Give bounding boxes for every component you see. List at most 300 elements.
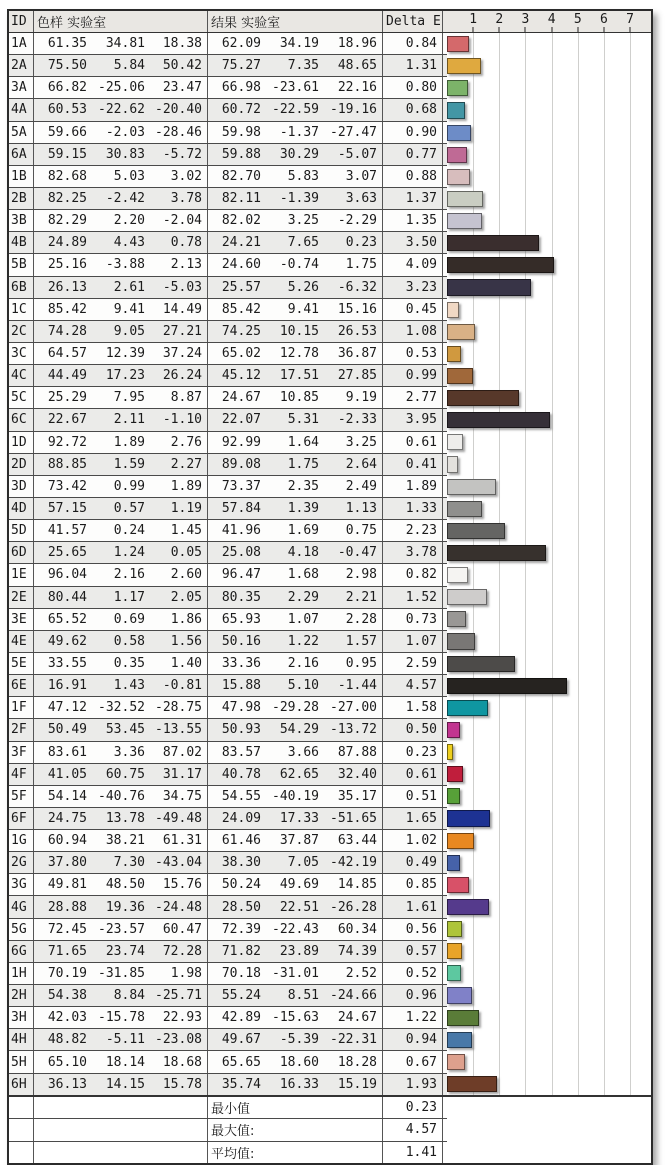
patch-id-cell: 4F (9, 764, 34, 785)
sample-l-cell: 65.10 (47, 1054, 87, 1070)
result-l-cell: 54.55 (221, 788, 261, 804)
delta-e-cell: 1.93 (383, 1074, 443, 1095)
result-l-cell: 22.07 (221, 412, 261, 428)
result-b-cell: 2.49 (324, 476, 383, 497)
bar-slot (447, 807, 651, 829)
axis-tick-mark (525, 27, 526, 32)
sample-l-cell: 61.35 (47, 36, 87, 52)
delta-e-bar (447, 456, 458, 472)
sample-b-cell: -0.81 (150, 675, 208, 696)
result-b-cell: -6.32 (324, 277, 383, 298)
patch-id-cell: 1H (9, 963, 34, 984)
sample-l-cell: 60.53 (47, 102, 87, 118)
chart-empty-footer (447, 1097, 651, 1163)
sample-l-cell: 82.29 (47, 213, 87, 229)
delta-e-cell: 0.45 (383, 299, 443, 320)
result-l-cell: 75.27 (221, 58, 261, 74)
delta-e-cell: 0.57 (383, 941, 443, 962)
result-l-cell: 72.39 (221, 921, 261, 937)
sample-a-cell: -3.88 (105, 257, 145, 273)
delta-e-cell: 4.57 (383, 675, 443, 696)
result-b-cell: 35.17 (324, 786, 383, 807)
result-l-cell: 24.67 (221, 390, 261, 406)
axis-tick-mark (499, 27, 500, 32)
table-row (9, 476, 447, 498)
delta-e-bar (447, 788, 460, 804)
sample-l-cell: 73.42 (47, 478, 87, 494)
sample-b-cell: -43.04 (150, 852, 208, 873)
result-a-cell: 2.29 (287, 589, 319, 605)
result-l-cell: 96.47 (221, 567, 261, 583)
bar-slot (447, 763, 651, 785)
bar-slot (447, 874, 651, 896)
table-row (9, 188, 447, 210)
delta-e-bar (447, 235, 539, 251)
delta-e-cell: 0.99 (383, 365, 443, 386)
delta-e-cell: 0.61 (383, 764, 443, 785)
sample-a-cell: 14.15 (105, 1076, 145, 1092)
sample-a-cell: 19.36 (105, 899, 145, 915)
sample-a-cell: 1.43 (113, 678, 145, 694)
bar-slot (447, 896, 651, 918)
bar-slot (447, 984, 651, 1006)
sample-l-cell: 66.82 (47, 80, 87, 96)
result-b-cell: 18.96 (324, 33, 383, 54)
delta-e-cell: 0.41 (383, 454, 443, 475)
delta-e-bar (447, 678, 567, 694)
result-l-cell: 61.46 (221, 833, 261, 849)
result-l-cell: 24.60 (221, 257, 261, 273)
sample-a-cell: 7.30 (113, 855, 145, 871)
delta-e-bar (447, 833, 474, 849)
result-a-cell: -23.61 (272, 80, 319, 96)
result-a-cell: 3.66 (287, 744, 319, 760)
result-l-cell: 62.09 (221, 36, 261, 52)
delta-e-bar (447, 1032, 472, 1048)
delta-e-bar (447, 390, 519, 406)
table-row (9, 387, 447, 409)
table-row (9, 1029, 447, 1051)
result-l-cell: 40.78 (221, 766, 261, 782)
result-b-cell: -5.07 (324, 144, 383, 165)
table-row (9, 896, 447, 918)
result-b-cell: -51.65 (324, 808, 383, 829)
result-b-cell: 0.23 (324, 232, 383, 253)
sample-l-cell: 72.45 (47, 921, 87, 937)
result-l-cell: 89.08 (221, 456, 261, 472)
result-b-cell: 74.39 (324, 941, 383, 962)
sample-b-cell: 3.78 (150, 188, 208, 209)
delta-e-bar (447, 545, 546, 561)
result-b-cell: 32.40 (324, 764, 383, 785)
sample-b-cell: 87.02 (150, 742, 208, 763)
sample-l-cell: 71.65 (47, 943, 87, 959)
bar-slot (447, 675, 651, 697)
sample-a-cell: -31.85 (98, 965, 145, 981)
bar-slot (447, 276, 651, 298)
delta-e-cell: 1.31 (383, 55, 443, 76)
result-l-cell: 35.74 (221, 1076, 261, 1092)
result-b-cell: 36.87 (324, 343, 383, 364)
patch-id-cell: 5E (9, 653, 34, 674)
bar-slot (447, 564, 651, 586)
result-a-cell: -22.59 (272, 102, 319, 118)
result-b-cell: -27.47 (324, 122, 383, 143)
bar-slot (447, 962, 651, 984)
result-a-cell: 2.35 (287, 478, 319, 494)
table-row (9, 277, 447, 299)
result-b-cell: 24.67 (324, 1007, 383, 1028)
sample-b-cell: 2.27 (150, 454, 208, 475)
result-a-cell: 8.51 (287, 988, 319, 1004)
sample-b-cell: 27.21 (150, 321, 208, 342)
sample-b-cell: 1.19 (150, 498, 208, 519)
sample-l-cell: 85.42 (47, 301, 87, 317)
result-l-cell: 80.35 (221, 589, 261, 605)
sample-l-cell: 44.49 (47, 368, 87, 384)
measurement-table (9, 11, 447, 1163)
summary-min-label: 最小值 (208, 1097, 383, 1118)
summary-max-value: 4.57 (383, 1119, 443, 1140)
sample-b-cell: 61.31 (150, 830, 208, 851)
bar-slot (447, 343, 651, 365)
result-b-cell: 2.28 (324, 609, 383, 630)
bar-slot (447, 1007, 651, 1029)
patch-id-cell: 5A (9, 122, 34, 143)
delta-e-bar (447, 324, 475, 340)
patch-id-cell: 3C (9, 343, 34, 364)
result-l-cell: 38.30 (221, 855, 261, 871)
result-a-cell: 30.29 (279, 146, 319, 162)
patch-id-cell: 1G (9, 830, 34, 851)
patch-id-cell: 6H (9, 1074, 34, 1095)
sample-a-cell: -5.11 (105, 1032, 145, 1048)
result-a-cell: 17.51 (279, 368, 319, 384)
delta-e-bar (447, 987, 472, 1003)
bar-slot (447, 785, 651, 807)
delta-e-cell: 2.59 (383, 653, 443, 674)
sample-l-cell: 26.13 (47, 279, 87, 295)
result-b-cell: -2.33 (324, 409, 383, 430)
sample-a-cell: 1.24 (113, 545, 145, 561)
result-a-cell: 1.64 (287, 434, 319, 450)
table-row (9, 99, 447, 121)
result-a-cell: 62.65 (279, 766, 319, 782)
result-a-cell: 34.19 (279, 36, 319, 52)
patch-id-cell: 5B (9, 254, 34, 275)
table-row (9, 786, 447, 808)
result-b-cell: 3.07 (324, 166, 383, 187)
delta-e-cell: 0.67 (383, 1051, 443, 1072)
result-b-cell: 87.88 (324, 742, 383, 763)
sample-b-cell: 15.78 (150, 1074, 208, 1095)
sample-l-cell: 83.61 (47, 744, 87, 760)
sample-b-cell: 14.49 (150, 299, 208, 320)
result-l-cell: 25.57 (221, 279, 261, 295)
result-l-cell: 50.16 (221, 633, 261, 649)
summary-avg-value: 1.41 (383, 1142, 443, 1163)
axis-tick-label: 5 (573, 12, 582, 27)
delta-e-bar (447, 722, 460, 738)
result-l-cell: 47.98 (221, 700, 261, 716)
table-row (9, 210, 447, 232)
sample-a-cell: 2.16 (113, 567, 145, 583)
sample-a-cell: 60.75 (105, 766, 145, 782)
sample-l-cell: 54.38 (47, 988, 87, 1004)
delta-e-bar (447, 257, 554, 273)
sample-l-cell: 59.15 (47, 146, 87, 162)
sample-l-cell: 70.19 (47, 965, 87, 981)
delta-e-bar (447, 412, 550, 428)
table-row (9, 122, 447, 144)
sample-b-cell: -20.40 (150, 99, 208, 120)
patch-id-cell: 4E (9, 631, 34, 652)
header-sample-lab: 色样 实验室 (34, 11, 208, 32)
table-summary (9, 1097, 447, 1163)
result-l-cell: 25.08 (221, 545, 261, 561)
delta-e-cell: 0.50 (383, 719, 443, 740)
delta-e-bar (447, 943, 462, 959)
delta-e-bar (447, 169, 470, 185)
patch-id-cell: 5D (9, 520, 34, 541)
result-a-cell: 16.33 (279, 1076, 319, 1092)
delta-e-cell: 1.58 (383, 697, 443, 718)
delta-e-bar (447, 213, 482, 229)
result-b-cell: 60.34 (324, 919, 383, 940)
bar-slot (447, 33, 651, 55)
sample-b-cell: 0.78 (150, 232, 208, 253)
delta-e-bar (447, 589, 487, 605)
delta-e-cell: 3.23 (383, 277, 443, 298)
sample-b-cell: -5.72 (150, 144, 208, 165)
delta-e-cell: 3.95 (383, 409, 443, 430)
sample-b-cell: 3.02 (150, 166, 208, 187)
sample-b-cell: 1.56 (150, 631, 208, 652)
table-row (9, 631, 447, 653)
axis-tick-mark (603, 27, 604, 32)
result-l-cell: 60.72 (221, 102, 261, 118)
result-a-cell: 7.35 (287, 58, 319, 74)
delta-e-cell: 1.08 (383, 321, 443, 342)
result-l-cell: 41.96 (221, 523, 261, 539)
sample-b-cell: 60.47 (150, 919, 208, 940)
result-l-cell: 55.24 (221, 988, 261, 1004)
sample-l-cell: 75.50 (47, 58, 87, 74)
patch-id-cell: 1C (9, 299, 34, 320)
patch-id-cell: 1F (9, 697, 34, 718)
bar-slot (447, 608, 651, 630)
delta-e-bar (447, 125, 471, 141)
sample-a-cell: 53.45 (105, 722, 145, 738)
sample-a-cell: 17.23 (105, 368, 145, 384)
sample-a-cell: 0.99 (113, 478, 145, 494)
result-a-cell: 1.75 (287, 456, 319, 472)
bar-slot (447, 741, 651, 763)
sample-a-cell: 0.35 (113, 656, 145, 671)
bar-slot (447, 1051, 651, 1073)
color-accuracy-report (7, 9, 653, 1165)
sample-a-cell: 13.78 (105, 810, 145, 826)
summary-max-label: 最大值: (208, 1119, 383, 1140)
sample-l-cell: 64.57 (47, 346, 87, 362)
result-l-cell: 15.88 (221, 678, 261, 694)
bar-slot (447, 254, 651, 276)
sample-b-cell: 18.38 (150, 33, 208, 54)
sample-l-cell: 54.14 (47, 788, 87, 804)
result-a-cell: -29.28 (272, 700, 319, 716)
bar-slot (447, 1029, 651, 1051)
bar-slot (447, 99, 651, 121)
result-a-cell: 12.78 (279, 346, 319, 362)
delta-e-cell: 1.89 (383, 476, 443, 497)
sample-b-cell: 34.75 (150, 786, 208, 807)
patch-id-cell: 4C (9, 365, 34, 386)
patch-id-cell: 6E (9, 675, 34, 696)
result-a-cell: -0.74 (279, 257, 319, 273)
delta-e-cell: 0.49 (383, 852, 443, 873)
table-row (9, 542, 447, 564)
sample-b-cell: 26.24 (150, 365, 208, 386)
delta-e-bar (447, 921, 462, 937)
result-l-cell: 82.02 (221, 213, 261, 229)
patch-id-cell: 2E (9, 587, 34, 608)
result-a-cell: 4.18 (287, 545, 319, 561)
summary-min-value: 0.23 (383, 1097, 443, 1118)
delta-e-cell: 0.96 (383, 985, 443, 1006)
delta-e-cell: 0.90 (383, 122, 443, 143)
bar-slot (447, 431, 651, 453)
axis-tick-label: 7 (626, 12, 634, 27)
result-l-cell: 82.70 (221, 168, 261, 184)
sample-a-cell: 0.58 (113, 633, 145, 649)
patch-id-cell: 6C (9, 409, 34, 430)
result-l-cell: 92.99 (221, 434, 261, 450)
delta-e-bar (447, 434, 463, 450)
result-a-cell: 7.05 (287, 855, 319, 871)
bar-slot (447, 453, 651, 475)
delta-e-bar (447, 368, 473, 384)
result-b-cell: 0.95 (324, 653, 383, 674)
result-l-cell: 24.21 (221, 235, 261, 251)
patch-id-cell: 4G (9, 896, 34, 917)
sample-l-cell: 25.65 (47, 545, 87, 561)
bar-slot (447, 542, 651, 564)
patch-id-cell: 2H (9, 985, 34, 1006)
result-a-cell: 37.87 (279, 833, 319, 849)
sample-a-cell: 9.41 (113, 301, 145, 317)
delta-e-bar (447, 810, 490, 826)
result-b-cell: 1.57 (324, 631, 383, 652)
result-a-cell: -15.63 (272, 1010, 319, 1026)
patch-id-cell: 4D (9, 498, 34, 519)
sample-l-cell: 24.89 (47, 235, 87, 251)
result-b-cell: 27.85 (324, 365, 383, 386)
sample-l-cell: 80.44 (47, 589, 87, 605)
result-l-cell: 82.11 (221, 191, 261, 207)
delta-e-cell: 0.23 (383, 742, 443, 763)
table-row (9, 498, 447, 520)
axis-tick-label: 2 (495, 12, 504, 27)
sample-a-cell: 5.03 (113, 168, 145, 184)
table-row (9, 919, 447, 941)
delta-e-bar (447, 58, 481, 74)
bar-slot (447, 520, 651, 542)
sample-l-cell: 25.16 (47, 257, 87, 273)
result-l-cell: 85.42 (221, 301, 261, 317)
patch-id-cell: 4A (9, 99, 34, 120)
sample-b-cell: 50.42 (150, 55, 208, 76)
delta-e-cell: 0.68 (383, 99, 443, 120)
delta-e-cell: 0.82 (383, 564, 443, 585)
patch-id-cell: 2A (9, 55, 34, 76)
sample-l-cell: 65.52 (47, 611, 87, 627)
table-row (9, 742, 447, 764)
sample-b-cell: 1.86 (150, 609, 208, 630)
bar-slot (447, 830, 651, 852)
summary-row-max (9, 1119, 447, 1141)
delta-e-bar (447, 147, 467, 163)
result-a-cell: 2.16 (287, 656, 319, 671)
sample-b-cell: 2.60 (150, 564, 208, 585)
patch-id-cell: 1B (9, 166, 34, 187)
sample-a-cell: 0.24 (113, 523, 145, 539)
delta-e-cell: 0.88 (383, 166, 443, 187)
patch-id-cell: 3E (9, 609, 34, 630)
sample-a-cell: 7.95 (113, 390, 145, 406)
delta-e-bar (447, 1076, 497, 1092)
table-row (9, 609, 447, 631)
table-header-row (9, 11, 447, 33)
summary-blank-cell (34, 1119, 208, 1140)
table-row (9, 321, 447, 343)
table-row (9, 55, 447, 77)
chart-axis-scale (447, 11, 651, 33)
header-result-lab: 结果 实验室 (208, 11, 383, 32)
sample-a-cell: 9.05 (113, 323, 145, 339)
bar-slot (447, 210, 651, 232)
delta-e-bar (447, 36, 469, 52)
patch-id-cell: 2G (9, 852, 34, 873)
delta-e-cell: 4.09 (383, 254, 443, 275)
delta-e-cell: 0.56 (383, 919, 443, 940)
patch-id-cell: 6A (9, 144, 34, 165)
delta-e-cell: 1.37 (383, 188, 443, 209)
delta-e-cell: 0.77 (383, 144, 443, 165)
bar-slot (447, 940, 651, 962)
sample-l-cell: 33.55 (47, 656, 87, 671)
axis-tick-mark (577, 27, 578, 32)
sample-b-cell: 2.13 (150, 254, 208, 275)
sample-a-cell: 2.61 (113, 279, 145, 295)
result-l-cell: 49.67 (221, 1032, 261, 1048)
sample-l-cell: 47.12 (47, 700, 87, 716)
sample-a-cell: -40.76 (98, 788, 145, 804)
delta-e-bar (447, 302, 459, 318)
sample-b-cell: 1.40 (150, 653, 208, 674)
sample-l-cell: 49.81 (47, 877, 87, 893)
bar-slot (447, 144, 651, 166)
sample-l-cell: 48.82 (47, 1032, 87, 1048)
table-row (9, 985, 447, 1007)
patch-id-cell: 3G (9, 874, 34, 895)
result-b-cell: 14.85 (324, 874, 383, 895)
result-a-cell: 17.33 (279, 810, 319, 826)
delta-e-cell: 1.61 (383, 896, 443, 917)
patch-id-cell: 2D (9, 454, 34, 475)
result-a-cell: 3.25 (287, 213, 319, 229)
result-l-cell: 50.24 (221, 877, 261, 893)
sample-b-cell: -24.48 (150, 896, 208, 917)
